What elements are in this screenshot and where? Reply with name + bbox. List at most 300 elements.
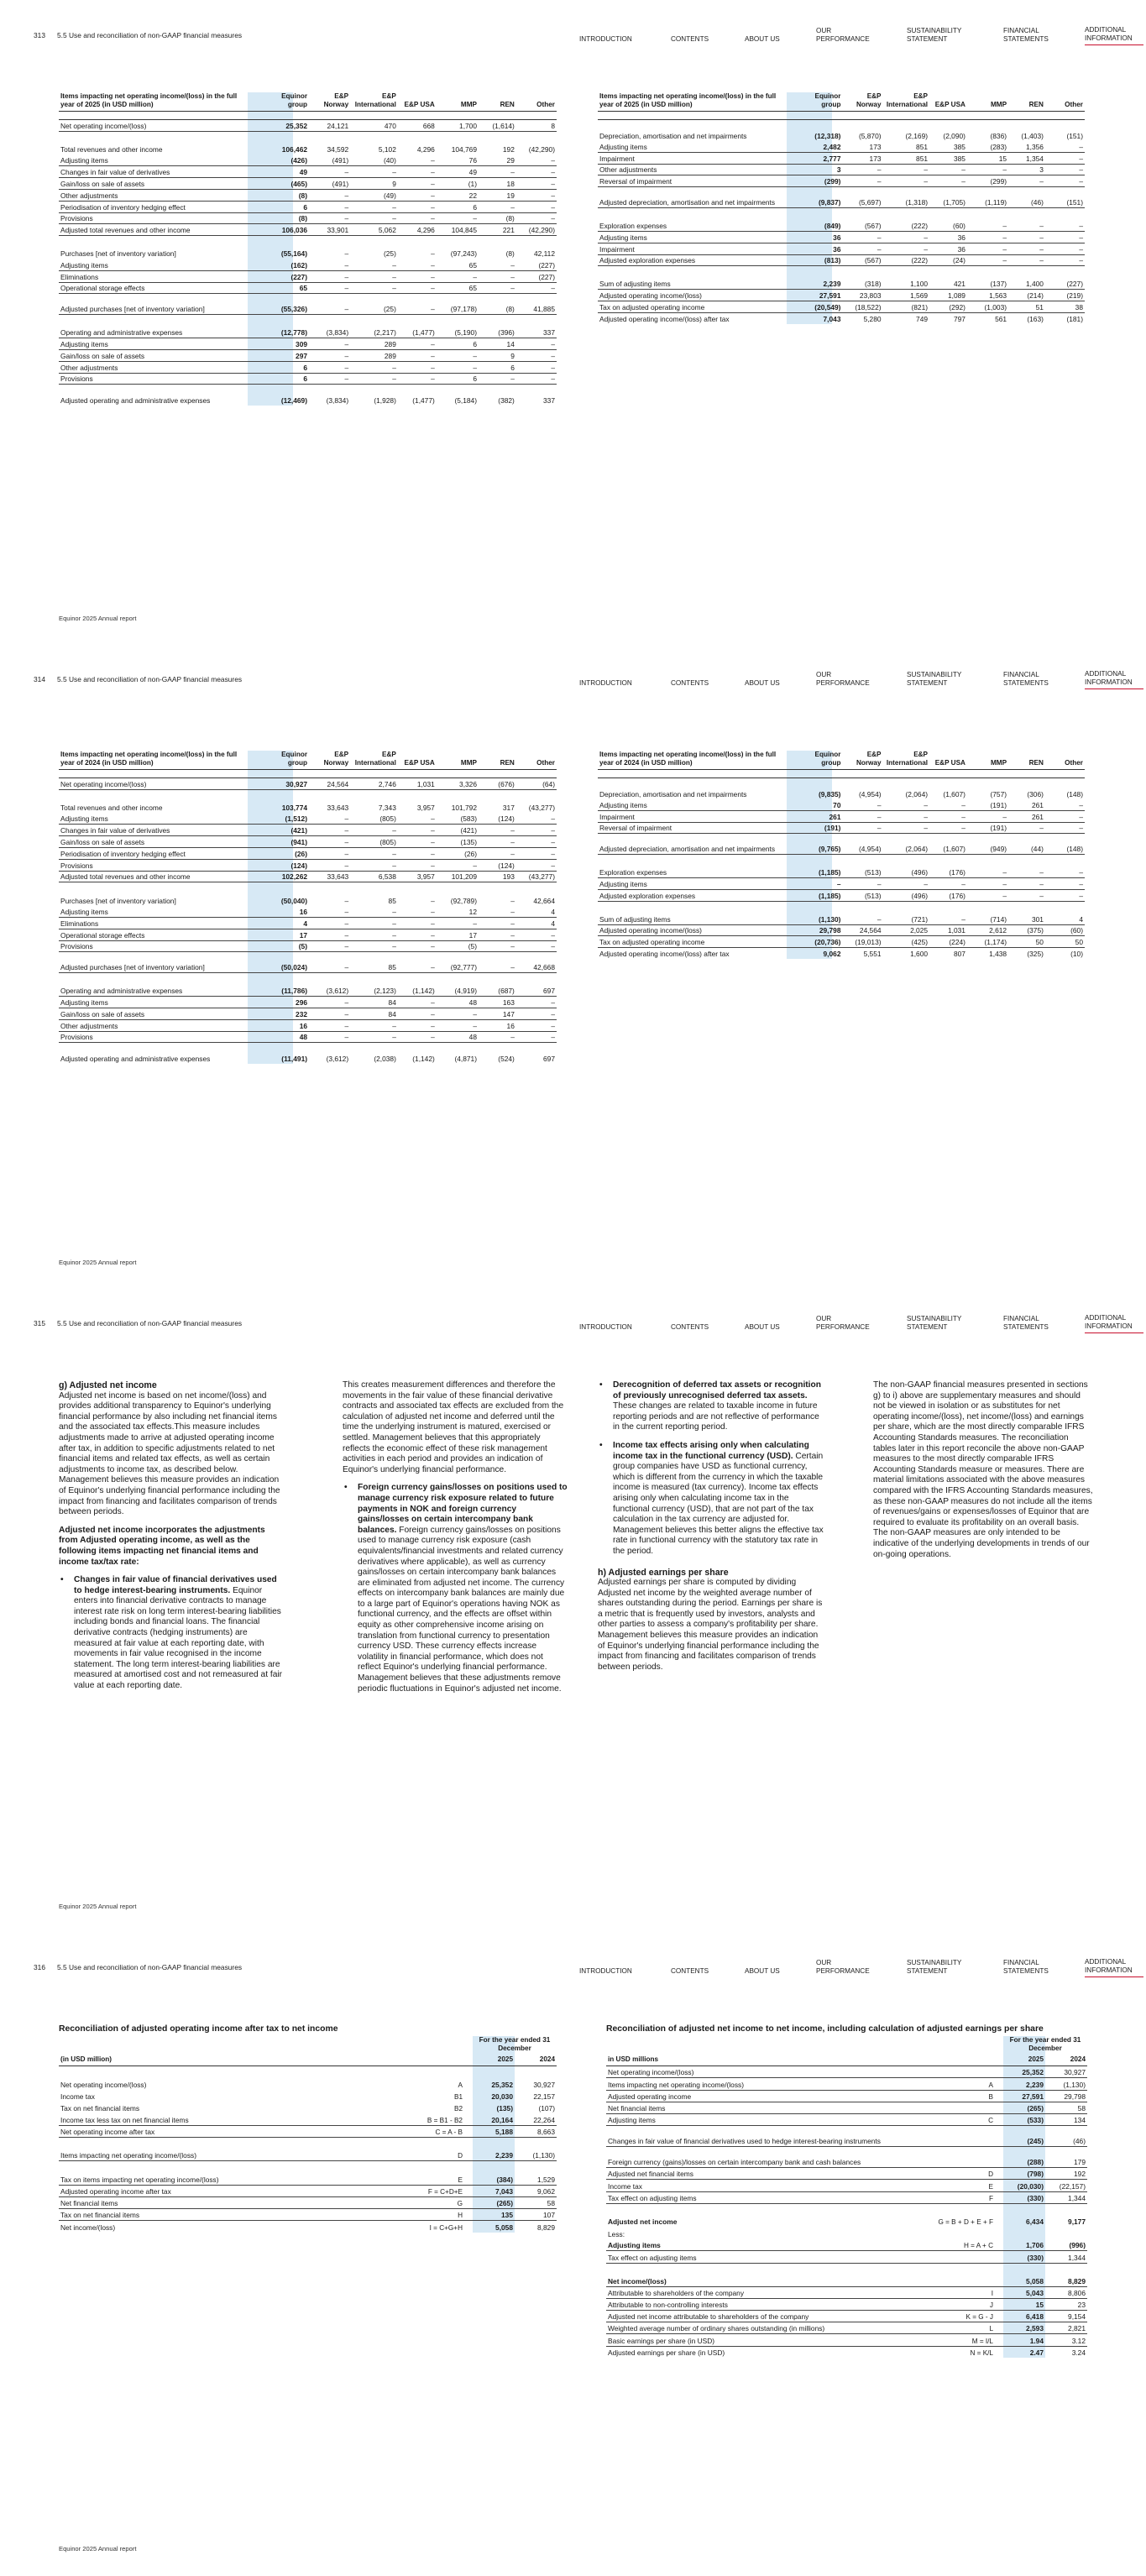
cell-value: 23,803 xyxy=(842,290,882,301)
nav-contents[interactable]: CONTENTS xyxy=(671,679,709,687)
column-header: E&P USA xyxy=(929,751,967,770)
cell-value: – xyxy=(516,847,557,859)
table-row xyxy=(606,2114,1087,2126)
value-current: 5,043 xyxy=(1003,2286,1045,2298)
value-current: (330) xyxy=(1003,2251,1045,2263)
cell-value: – xyxy=(398,166,437,178)
row-label xyxy=(59,315,260,327)
table-row xyxy=(59,294,557,315)
formula-code xyxy=(894,2275,1003,2286)
cell-value: (3,834) xyxy=(326,395,349,405)
nav-about-us[interactable]: ABOUT US xyxy=(745,1967,780,1975)
table-row xyxy=(59,770,557,778)
row-label: Adjusting items xyxy=(59,338,260,350)
cell-value: (491) xyxy=(309,154,350,166)
cell-value: 24,121 xyxy=(309,120,350,132)
text-column-1 xyxy=(59,1380,285,1692)
cell-value: (42,290) xyxy=(516,224,557,236)
table-row xyxy=(59,154,557,166)
nav-sustainability-statement[interactable]: SUSTAINABILITY STATEMENT xyxy=(907,671,962,687)
cell-value: – xyxy=(1045,175,1085,187)
cell-value: (4,919) xyxy=(437,985,479,997)
cell-value xyxy=(479,770,516,778)
cell-value xyxy=(437,770,479,778)
cell-value: – xyxy=(929,822,967,834)
cell-value: 36 xyxy=(929,243,967,254)
cell-value: 2,482 xyxy=(795,141,842,153)
cell-value: (12,778) xyxy=(260,327,309,338)
cell-value xyxy=(516,236,557,248)
table-row xyxy=(598,266,1085,278)
value-current: 25,352 xyxy=(1003,2066,1045,2078)
value-prior: 8,829 xyxy=(1045,2275,1087,2286)
footer: Equinor 2025 Annual report xyxy=(59,2545,137,2552)
cell-value: – xyxy=(929,799,967,811)
cell-value: 1,700 xyxy=(437,120,479,132)
cell-value: (40) xyxy=(350,154,398,166)
cell-value: 65 xyxy=(260,282,309,294)
cell-value: (43,277) xyxy=(516,871,557,882)
top-nav xyxy=(34,662,1133,691)
cell-value: (92,789) xyxy=(450,896,477,905)
nav-financial-statements[interactable]: FINANCIAL STATEMENTS xyxy=(1003,27,1049,43)
value-current xyxy=(1003,2203,1045,2215)
bullet-item: • Derecognition of deferred tax assets or recognition of previously unrecognised deferred tax assets. These changes are related to taxable income in future reporting periods and are not reflective of performance in the current reporting period. xyxy=(598,1380,824,1433)
cell-value: – xyxy=(479,373,516,385)
cell-value: (9,835) xyxy=(818,789,841,798)
cell-value: (513) xyxy=(842,867,882,878)
cell-value: (1,003) xyxy=(967,301,1008,312)
formula-code: E xyxy=(364,2173,473,2185)
formula-code xyxy=(894,2203,1003,2215)
cell-value: (227) xyxy=(516,270,557,282)
row-label xyxy=(598,208,795,220)
cell-value: 25,352 xyxy=(260,120,309,132)
nav-additional-information[interactable]: ADDITIONAL INFORMATION xyxy=(1085,1958,1143,1977)
column-header: REN xyxy=(479,751,516,770)
nav-introduction[interactable]: INTRODUCTION xyxy=(579,35,632,43)
cell-value xyxy=(842,855,882,867)
nav-sustainability-statement[interactable]: SUSTAINABILITY STATEMENT xyxy=(907,1315,962,1331)
nav-introduction[interactable]: INTRODUCTION xyxy=(579,1967,632,1975)
row-label: Adjusting items xyxy=(59,997,260,1008)
cell-value: 470 xyxy=(350,120,398,132)
cell-value: 42,664 xyxy=(533,896,555,905)
cell-value xyxy=(1045,266,1085,278)
table-row xyxy=(606,2180,1087,2191)
nav-our-performance[interactable]: OUR PERFORMANCE xyxy=(816,671,870,687)
column-header: E&P USA xyxy=(929,92,967,112)
cell-value: (222) xyxy=(883,220,930,232)
cell-value xyxy=(795,855,842,867)
nav-financial-statements[interactable]: FINANCIAL STATEMENTS xyxy=(1003,1959,1049,1975)
cell-value: (12,318) xyxy=(814,131,841,140)
row-label: Gain/loss on sale of assets xyxy=(59,349,260,361)
cell-value: 807 xyxy=(953,950,965,959)
cell-value: (3,834) xyxy=(309,327,350,338)
cell-value: – xyxy=(967,810,1008,822)
cell-value: (4,871) xyxy=(454,1054,477,1063)
value-prior: 23 xyxy=(1045,2298,1087,2310)
cell-value: – xyxy=(398,917,437,929)
cell-value: 101,792 xyxy=(451,804,477,813)
nav-contents[interactable]: CONTENTS xyxy=(671,1323,709,1331)
row-label: Adjusted net income xyxy=(608,2217,678,2227)
text-column-3 xyxy=(598,1380,824,1673)
row-label: Depreciation, amortisation and net impairments xyxy=(599,789,747,798)
cell-value: 85 xyxy=(350,952,398,973)
cell-value xyxy=(398,112,437,120)
cell-value: – xyxy=(344,249,349,259)
table-2024-right xyxy=(598,751,1085,959)
cell-value xyxy=(479,131,516,143)
cell-value: – xyxy=(1008,878,1045,890)
formula-code: H = A + C xyxy=(894,2239,1003,2251)
value-current: (245) xyxy=(1003,2126,1045,2147)
table-row xyxy=(59,1019,557,1031)
cell-value: (949) xyxy=(967,834,1008,855)
top-nav xyxy=(34,18,1133,47)
nav-contents[interactable]: CONTENTS xyxy=(671,35,709,43)
cell-value: 1,438 xyxy=(989,950,1007,959)
page-313 xyxy=(0,0,1146,644)
row-label: Adjusted operating and administrative expenses xyxy=(60,395,211,405)
table-row xyxy=(59,189,557,201)
table-row xyxy=(59,2102,557,2113)
cell-value: (44) xyxy=(1008,834,1045,855)
value-current: 1.94 xyxy=(1003,2334,1045,2346)
table-row xyxy=(606,2322,1087,2334)
page-number: 316 xyxy=(34,1963,45,1971)
nav-our-performance[interactable]: OUR PERFORMANCE xyxy=(816,27,870,43)
cell-value: (1,477) xyxy=(398,327,437,338)
cell-value: 16 xyxy=(260,1019,309,1031)
cell-value: – xyxy=(309,940,350,952)
cell-value: 104,769 xyxy=(451,145,477,154)
row-label xyxy=(59,112,260,120)
cell-value xyxy=(883,901,930,913)
cell-value xyxy=(1045,112,1085,120)
cell-value: (583) xyxy=(437,813,479,825)
cell-value: 1,089 xyxy=(929,290,967,301)
cell-value: 42,112 xyxy=(534,249,555,259)
nav-additional-information[interactable]: ADDITIONAL INFORMATION xyxy=(1085,26,1143,45)
table-row xyxy=(59,2078,557,2090)
nav-introduction[interactable]: INTRODUCTION xyxy=(579,679,632,687)
formula-code: E xyxy=(894,2180,1003,2191)
cell-value: – xyxy=(1008,231,1045,243)
value-current: (330) xyxy=(1003,2191,1045,2203)
cell-value: 1,031 xyxy=(929,924,967,936)
row-label: Periodisation of inventory hedging effect xyxy=(59,847,260,859)
formula-code: J xyxy=(894,2298,1003,2310)
cell-value xyxy=(1008,112,1045,120)
cell-value: (2,064) xyxy=(883,834,930,855)
table-row xyxy=(598,208,1085,220)
cell-value: 102,262 xyxy=(260,871,309,882)
cell-value: – xyxy=(795,878,842,890)
table-row xyxy=(598,120,1085,141)
table-row xyxy=(59,825,557,836)
table-row xyxy=(59,906,557,918)
table-row xyxy=(598,164,1085,175)
text-column-2 xyxy=(343,1380,568,1694)
table-row xyxy=(59,847,557,859)
table-row xyxy=(59,2185,557,2196)
cell-value: – xyxy=(1008,867,1045,878)
value-prior: 192 xyxy=(1045,2168,1087,2180)
cell-value: – xyxy=(842,231,882,243)
cell-value: 851 xyxy=(883,141,930,153)
value-prior xyxy=(1045,2203,1087,2215)
table-row xyxy=(606,2147,1087,2168)
cell-value: (299) xyxy=(795,175,842,187)
row-label xyxy=(59,2161,364,2173)
row-label: Operational storage effects xyxy=(59,282,260,294)
table-row xyxy=(59,2066,557,2078)
cell-value: (1,174) xyxy=(967,936,1008,948)
cell-value: 1,354 xyxy=(1008,152,1045,164)
cell-value: 49 xyxy=(437,166,479,178)
cell-value: (97,178) xyxy=(437,294,479,315)
row-label: Adjusting items xyxy=(606,2239,894,2251)
cell-value: – xyxy=(437,349,479,361)
formula-code: B = B1 - B2 xyxy=(364,2113,473,2125)
table-row xyxy=(598,290,1085,301)
row-label: Tax on adjusted operating income xyxy=(598,936,795,948)
cell-value: (148) xyxy=(1045,834,1085,855)
table-row xyxy=(59,327,557,338)
cell-value: 5,551 xyxy=(863,950,882,959)
cell-value: 65 xyxy=(437,282,479,294)
formula-code xyxy=(894,2066,1003,2078)
cell-value: (1) xyxy=(437,178,479,190)
cell-value xyxy=(967,208,1008,220)
value-current: 135 xyxy=(473,2208,515,2220)
table-row xyxy=(606,2090,1087,2102)
cell-value: – xyxy=(398,338,437,350)
cell-value: 12 xyxy=(437,906,479,918)
cell-value: (4,954) xyxy=(842,834,882,855)
nav-about-us[interactable]: ABOUT US xyxy=(745,35,780,43)
table-row xyxy=(59,940,557,952)
cell-value: 2,746 xyxy=(350,778,398,790)
row-label: Adjusted purchases [net of inventory variation] xyxy=(59,952,260,973)
cell-value: – xyxy=(344,896,349,905)
cell-value: – xyxy=(398,836,437,848)
cell-value: – xyxy=(479,259,516,270)
column-header: Other xyxy=(516,92,557,112)
cell-value: (19,013) xyxy=(842,936,882,948)
cell-value: (1,607) xyxy=(929,834,967,855)
row-label: Gain/loss on sale of assets xyxy=(59,1008,260,1019)
row-label: Other adjustments xyxy=(59,189,260,201)
cell-value: – xyxy=(883,822,930,834)
table-row xyxy=(606,2191,1087,2203)
row-label: Foreign currency (gains)/losses on certain intercompany bank and cash balances xyxy=(606,2147,894,2168)
nav-contents[interactable]: CONTENTS xyxy=(671,1967,709,1975)
value-prior: 134 xyxy=(1045,2114,1087,2126)
table-row xyxy=(606,2346,1087,2358)
cell-value: (465) xyxy=(260,178,309,190)
nav-sustainability-statement[interactable]: SUSTAINABILITY STATEMENT xyxy=(907,1959,962,1975)
nav-about-us[interactable]: ABOUT US xyxy=(745,679,780,687)
cell-value xyxy=(842,208,882,220)
cell-value: (425) xyxy=(883,936,930,948)
cell-value: (214) xyxy=(1008,290,1045,301)
table-row xyxy=(598,810,1085,822)
cell-value xyxy=(883,770,930,778)
cell-value: – xyxy=(1045,867,1085,878)
cell-value: (64) xyxy=(516,778,557,790)
table-row xyxy=(59,373,557,385)
cell-value: (55,164) xyxy=(280,249,308,259)
cell-value: – xyxy=(398,349,437,361)
cell-value: – xyxy=(967,867,1008,878)
value-current: 15 xyxy=(1003,2298,1045,2310)
cell-value: 147 xyxy=(479,1008,516,1019)
paragraph: The non-GAAP financial measures presented in sections g) to i) above are supplementary measures and should not be viewed in isolation or as substitutes for net operating income/(loss), net income/(loss) and earnings per share, which are the most directly comparable IFRS Accounting Standards measures. The reconciliation tables later in this report reconcile the above non-GAAP measures to the most directly comparable IFRS Accounting Standards measure or measures. There are material limitations associated with the above measures compared with the IFRS Accounting Standards measures, as these non-GAAP measures do not include all the items of revenues/gains or expenses/losses of Equinor that are required to evaluate its profitability on an overall basis. The non-GAAP measures are only intended to be indicative of the underlying developments in trends of our on-going operations. xyxy=(873,1380,1093,1559)
row-label xyxy=(598,770,795,778)
formula-code xyxy=(894,2102,1003,2113)
cell-value: 4,296 xyxy=(416,145,435,154)
formula-code xyxy=(894,2227,1003,2238)
row-label: Gain/loss on sale of assets xyxy=(59,178,260,190)
table-row xyxy=(59,973,557,985)
value-current: 2,239 xyxy=(1003,2078,1045,2090)
value-prior xyxy=(1045,2263,1087,2275)
row-label: Tax on adjusted operating income xyxy=(598,301,795,312)
cell-value: – xyxy=(516,1008,557,1019)
row-label xyxy=(59,2066,364,2078)
row-label: Adjusting items xyxy=(59,259,260,270)
cell-value: – xyxy=(516,940,557,952)
nav-our-performance[interactable]: OUR PERFORMANCE xyxy=(816,1959,870,1975)
row-label: Adjusted operating income/(loss) xyxy=(598,924,795,936)
cell-value: – xyxy=(398,270,437,282)
nav-about-us[interactable]: ABOUT US xyxy=(745,1323,780,1331)
cell-value: 7,043 xyxy=(823,315,841,324)
cell-value: 6 xyxy=(260,373,309,385)
cell-value xyxy=(260,236,309,248)
column-header: E&P Norway xyxy=(309,92,350,112)
cell-value: – xyxy=(929,810,967,822)
cell-value: 101,209 xyxy=(437,871,479,882)
cell-value: 221 xyxy=(479,224,516,236)
row-label: Eliminations xyxy=(59,270,260,282)
column-header: E&P International xyxy=(350,751,398,770)
cell-value: – xyxy=(309,1019,350,1031)
formula-code: B1 xyxy=(453,2093,463,2102)
table-row xyxy=(59,789,557,801)
nav-financial-statements[interactable]: FINANCIAL STATEMENTS xyxy=(1003,1315,1049,1331)
cell-value xyxy=(929,770,967,778)
row-label: Adjusting items xyxy=(598,799,795,811)
column-header: E&P International xyxy=(883,751,930,770)
cell-value: 697 xyxy=(543,1054,555,1063)
cell-value: (1,185) xyxy=(795,867,842,878)
value-prior: (996) xyxy=(1045,2239,1087,2251)
cell-value: (18,522) xyxy=(842,301,882,312)
nav-our-performance[interactable]: OUR PERFORMANCE xyxy=(816,1315,870,1331)
cell-value: 1,600 xyxy=(910,950,929,959)
page-number: 313 xyxy=(34,31,45,39)
formula-code: F = C+D+E xyxy=(364,2185,473,2196)
page-316 xyxy=(0,1932,1146,2576)
row-label: Tax effect on adjusting items xyxy=(606,2251,894,2263)
table-row xyxy=(606,2334,1087,2346)
section-title: 5.5 Use and reconciliation of non-GAAP financial measures xyxy=(57,1319,243,1327)
table-2025-left xyxy=(59,92,557,406)
cell-value: 5,102 xyxy=(378,145,396,154)
table-row xyxy=(598,901,1085,913)
bullet-list xyxy=(59,1575,285,1692)
table-row xyxy=(59,1031,557,1043)
nav-additional-information[interactable]: ADDITIONAL INFORMATION xyxy=(1085,670,1143,689)
cell-value: 41,885 xyxy=(516,294,557,315)
cell-value: (805) xyxy=(350,836,398,848)
row-label: Total revenues and other income xyxy=(60,804,163,813)
nav-financial-statements[interactable]: FINANCIAL STATEMENTS xyxy=(1003,671,1049,687)
cell-value xyxy=(1008,770,1045,778)
cell-value: 2,612 xyxy=(967,924,1008,936)
cell-value xyxy=(437,112,479,120)
row-label: Adjusted depreciation, amortisation and net impairments xyxy=(598,187,795,208)
page-number: 315 xyxy=(34,1319,45,1327)
nav-sustainability-statement[interactable]: SUSTAINABILITY STATEMENT xyxy=(907,27,962,43)
cell-value: (426) xyxy=(260,154,309,166)
cell-value: – xyxy=(967,254,1008,266)
cell-value: – xyxy=(437,1008,479,1019)
table-row xyxy=(606,2298,1087,2310)
cell-value xyxy=(479,236,516,248)
cell-value: (148) xyxy=(1066,789,1083,798)
table-row xyxy=(598,231,1085,243)
section-title: 5.5 Use and reconciliation of non-GAAP financial measures xyxy=(57,1963,243,1971)
cell-value: (8) xyxy=(260,212,309,224)
cell-value: (757) xyxy=(990,789,1007,798)
row-label: Provisions xyxy=(59,373,260,385)
table-row xyxy=(59,2113,557,2125)
cell-value: (227) xyxy=(260,270,309,282)
nav-introduction[interactable]: INTRODUCTION xyxy=(579,1323,632,1331)
cell-value: – xyxy=(1008,254,1045,266)
nav-additional-information[interactable]: ADDITIONAL INFORMATION xyxy=(1085,1314,1143,1333)
cell-value xyxy=(260,882,309,894)
row-label: Adjusting items xyxy=(598,878,795,890)
table-row xyxy=(59,131,557,143)
column-header: E&P Norway xyxy=(309,751,350,770)
value-prior: 9,062 xyxy=(515,2185,557,2196)
cell-value xyxy=(1008,266,1045,278)
row-label: Tax effect on adjusting items xyxy=(606,2191,894,2203)
cell-value xyxy=(516,973,557,985)
row-label xyxy=(59,131,260,143)
cell-value: 296 xyxy=(260,997,309,1008)
table-row xyxy=(59,2196,557,2208)
value-current: (798) xyxy=(1003,2168,1045,2180)
value-current: 6,418 xyxy=(1003,2311,1045,2322)
cell-value: 6 xyxy=(437,373,479,385)
row-label: Income tax less tax on net financial items xyxy=(59,2113,364,2125)
cell-value: (26) xyxy=(260,847,309,859)
value-prior: (107) xyxy=(538,2104,555,2113)
cell-value: 4 xyxy=(516,917,557,929)
cell-value: 49 xyxy=(260,166,309,178)
cell-value: (191) xyxy=(795,822,842,834)
column-header: REN xyxy=(1008,751,1045,770)
value-prior: 58 xyxy=(1045,2102,1087,2113)
